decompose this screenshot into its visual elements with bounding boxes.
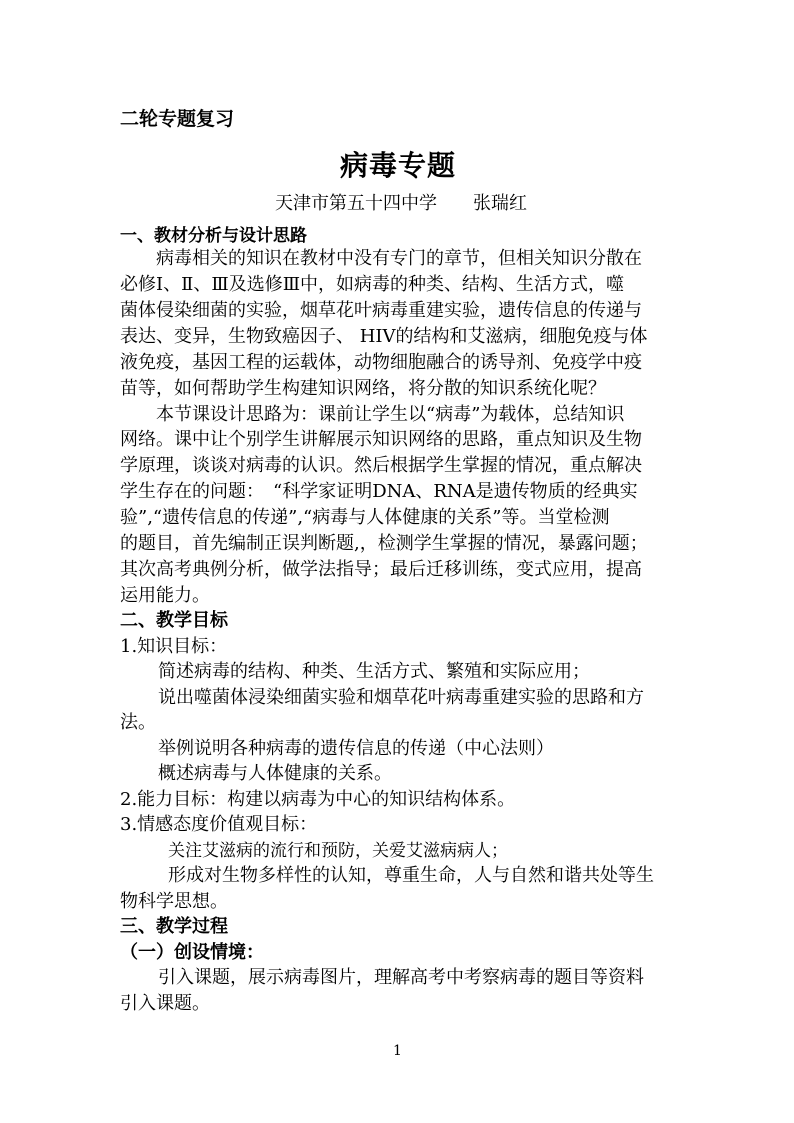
s1-p2-line-3: 学原理，谈谈对病毒的认识。然后根据学生掌握的情况，重点解决 (120, 455, 642, 476)
emotion-goal-item-2: 形成对生物多样性的认知，尊重生命，人与自然和谐共处等生 (168, 865, 654, 886)
s1-p1-line-4: 表达、变异，生物致癌因子、 HIV的结构和艾滋病，细胞免疫与体 (120, 326, 648, 347)
knowledge-goal-item-4: 概述病毒与人体健康的关系。 (158, 763, 392, 784)
scenario-line-2: 引入课题。 (120, 993, 210, 1014)
page-title: 病毒专题 (340, 149, 457, 182)
section-1-heading: 一、教材分析与设计思路 (120, 226, 307, 246)
scenario-line-1: 引入课题，展示病毒图片，理解高考中考察病毒的题目等资料 (158, 967, 644, 988)
author-line: 天津市第五十四中学 张瑞红 (275, 193, 527, 214)
knowledge-goal-item-1: 简述病毒的结构、种类、生活方式、繁殖和实际应用； (158, 661, 590, 682)
s1-p2-line-6: 的题目，首先编制正误判断题,，检测学生掌握的情况，暴露问题； (120, 533, 648, 554)
s1-p2-line-1: 本节课设计思路为：课前让学生以“病毒”为载体，总结知识 (156, 404, 625, 425)
review-label: 二轮专题复习 (120, 108, 235, 130)
emotion-goal-heading: 3.情感态度价值观目标： (120, 814, 318, 835)
s1-p1-line-2: 必修Ⅰ、Ⅱ、Ⅲ及选修Ⅲ中，如病毒的种类、结构、生活方式，噬 (120, 274, 625, 295)
knowledge-goal-item-3: 举例说明各种病毒的遗传信息的传递（中心法则） (158, 738, 554, 759)
page-number: 1 (393, 1043, 402, 1059)
scenario-heading: （一）创设情境： (120, 942, 264, 963)
s1-p2-line-4: 学生存在的问题： “科学家证明DNA、RNA是遗传物质的经典实 (120, 481, 638, 502)
s1-p2-line-7: 其次高考典例分析，做学法指导；最后迁移训练，变式应用，提高 (120, 559, 642, 580)
s1-p1-line-6: 苗等，如何帮助学生构建知识网络，将分散的知识系统化呢？ (120, 378, 606, 399)
s1-p1-line-3: 菌体侵染细菌的实验，烟草花叶病毒重建实验，遗传信息的传递与 (120, 300, 642, 321)
emotion-goal-item-1: 关注艾滋病的流行和预防，关爱艾滋病病人； (168, 841, 508, 861)
s1-p1-line-5: 液免疫，基因工程的运载体，动物细胞融合的诱导剂、免疫学中疫 (120, 352, 642, 373)
knowledge-goal-heading: 1.知识目标： (120, 636, 228, 657)
s1-p2-line-2: 网络。课中让个别学生讲解展示知识网络的思路，重点知识及生物 (120, 429, 642, 450)
knowledge-goal-item-2: 说出噬菌体浸染细菌实验和烟草花叶病毒重建实验的思路和方 (158, 687, 644, 708)
s1-p2-line-5: 验”,“遗传信息的传递”,“病毒与人体健康的关系”等。当堂检测 (120, 507, 610, 528)
knowledge-goal-item-2-cont: 法。 (120, 712, 156, 733)
ability-goal: 2.能力目标：构建以病毒为中心的知识结构体系。 (120, 789, 516, 810)
section-3-heading: 三、教学过程 (120, 916, 228, 937)
s1-p2-line-8: 运用能力。 (120, 585, 210, 606)
emotion-goal-item-2-cont: 物科学思想。 (120, 891, 228, 912)
section-2-heading: 二、教学目标 (120, 610, 228, 631)
s1-p1-line-1: 病毒相关的知识在教材中没有专门的章节，但相关知识分散在 (156, 248, 642, 269)
